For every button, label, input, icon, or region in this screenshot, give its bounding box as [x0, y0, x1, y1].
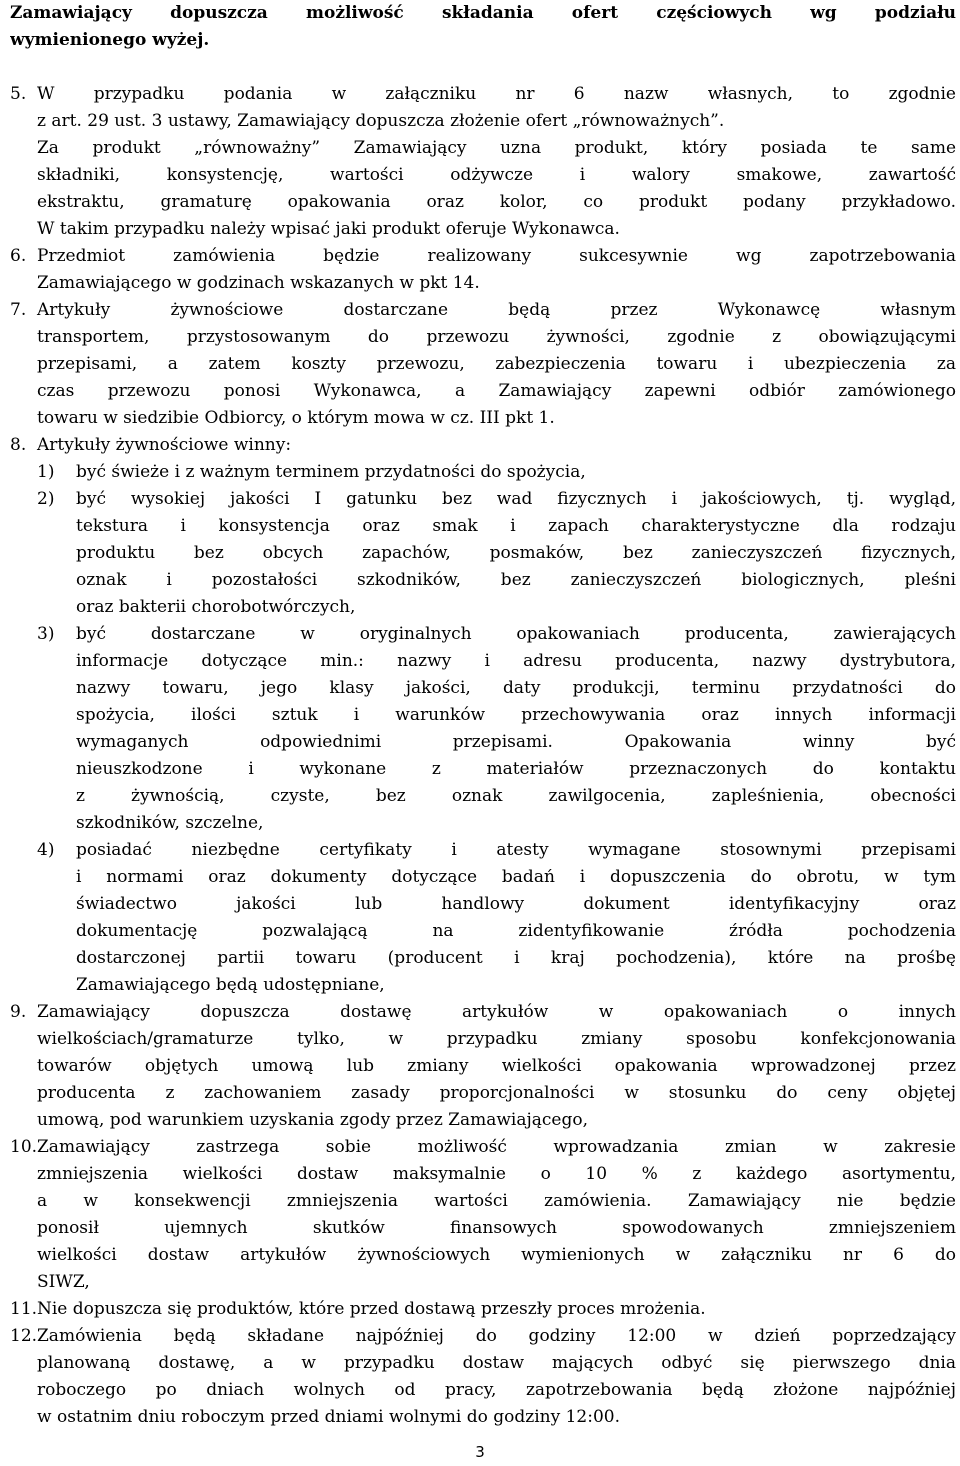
- line-text: Zamawiającego w godzinach wskazanych w pkt 14.: [37, 273, 480, 293]
- line-text: oraz bakterii chorobotwórczych,: [76, 597, 356, 617]
- text-line: [10, 0, 956, 27]
- text-line: [10, 675, 956, 702]
- text-line: [10, 486, 956, 513]
- line-text: być świeże i z ważnym terminem przydatności do spożycia,: [76, 462, 586, 482]
- text-line: [10, 1161, 956, 1188]
- list-number: 3): [37, 624, 55, 644]
- text-line: [10, 1269, 956, 1296]
- text-line: [10, 1026, 956, 1053]
- list-number: 1): [37, 462, 55, 482]
- line-text: nieuszkodzone i wykonane z materiałów przeznaczonych do kontaktu: [76, 759, 956, 779]
- list-number: 10.: [10, 1137, 38, 1157]
- line-text: Za produkt „równoważny” Zamawiający uzna produkt, który posiada te same: [37, 138, 956, 158]
- text-line: [10, 405, 956, 432]
- text-line: [10, 891, 956, 918]
- text-line: [10, 270, 956, 297]
- text-line: [10, 1080, 956, 1107]
- text-line: [10, 1107, 956, 1134]
- line-text: i normami oraz dokumenty dotyczące badań i dopuszczenia do obrotu, w tym: [76, 867, 956, 887]
- text-line: [10, 135, 956, 162]
- line-text: planowaną dostawę, a w przypadku dostaw mających odbyć się pierwszego dnia: [37, 1353, 956, 1373]
- list-number: 2): [37, 489, 55, 509]
- text-line: [10, 162, 956, 189]
- text-line: [10, 1350, 956, 1377]
- line-text: wielkości dostaw artykułów żywnościowych wymienionych w załączniku nr 6 do: [37, 1245, 956, 1265]
- text-line: [10, 27, 956, 54]
- text-line: [10, 513, 956, 540]
- line-text: być dostarczane w oryginalnych opakowaniach producenta, zawierających: [76, 624, 956, 644]
- line-text: producenta z zachowaniem zasady proporcjonalności w stosunku do ceny objętej: [37, 1083, 956, 1103]
- line-text: przepisami, a zatem koszty przewozu, zabezpieczenia towaru i ubezpieczenia za: [37, 354, 956, 374]
- text-line: [10, 972, 956, 999]
- text-line: [10, 459, 956, 486]
- line-text: z żywnością, czyste, bez oznak zawilgocenia, zapleśnienia, obecności: [76, 786, 956, 806]
- page-number: 3: [475, 1443, 485, 1461]
- line-text: wielkościach/gramaturze tylko, w przypadku zmiany sposobu konfekcjonowania: [37, 1029, 956, 1049]
- text-line: [10, 54, 956, 81]
- line-text: Zamówienia będą składane najpóźniej do godziny 12:00 w dzień poprzedzający: [37, 1326, 956, 1346]
- text-line: [10, 756, 956, 783]
- line-text: składniki, konsystencję, wartości odżywcze i walory smakowe, zawartość: [37, 165, 956, 185]
- line-text: oznak i pozostałości szkodników, bez zanieczyszczeń biologicznych, pleśni: [76, 570, 956, 590]
- line-text: spożycia, ilości sztuk i warunków przechowywania oraz innych informacji: [76, 705, 956, 725]
- text-line: [10, 729, 956, 756]
- text-line: [10, 540, 956, 567]
- line-text: Zamawiający dopuszcza możliwość składania ofert częściowych wg podziału: [10, 3, 956, 23]
- text-line: [10, 1242, 956, 1269]
- list-number: 6.: [10, 246, 27, 266]
- list-number: 8.: [10, 435, 27, 455]
- line-text: umową, pod warunkiem uzyskania zgody przez Zamawiającego,: [37, 1110, 589, 1130]
- line-text: ponosił ujemnych skutków finansowych spowodowanych zmniejszeniem: [37, 1218, 956, 1238]
- list-number: 5.: [10, 84, 27, 104]
- text-line: [10, 783, 956, 810]
- line-text: informacje dotyczące min.: nazwy i adresu producenta, nazwy dystrybutora,: [76, 651, 956, 671]
- line-text: transportem, przystosowanym do przewozu żywności, zgodnie z obowiązującymi: [37, 327, 956, 347]
- line-text: Artykuły żywnościowe winny:: [37, 435, 292, 455]
- line-text: W takim przypadku należy wpisać jaki produkt oferuje Wykonawca.: [37, 219, 620, 239]
- text-line: [10, 432, 956, 459]
- text-line: [10, 810, 956, 837]
- line-text: towaru w siedzibie Odbiorcy, o którym mowa w cz. III pkt 1.: [37, 408, 555, 428]
- text-line: [10, 702, 956, 729]
- text-line: [10, 1296, 956, 1323]
- line-text: Zamawiający dopuszcza dostawę artykułów w opakowaniach o innych: [37, 1002, 956, 1022]
- text-line: [10, 243, 956, 270]
- text-line: [10, 837, 956, 864]
- line-text: zmniejszenia wielkości dostaw maksymalnie o 10 % z każdego asortymentu,: [37, 1164, 956, 1184]
- line-text: roboczego po dniach wolnych od pracy, zapotrzebowania będą złożone najpóźniej: [37, 1380, 956, 1400]
- text-line: [10, 189, 956, 216]
- text-line: [10, 945, 956, 972]
- list-number: 12.: [10, 1326, 38, 1346]
- line-text: być wysokiej jakości I gatunku bez wad fizycznych i jakościowych, tj. wygląd,: [76, 489, 956, 509]
- line-text: produktu bez obcych zapachów, posmaków, bez zanieczyszczeń fizycznych,: [76, 543, 956, 563]
- line-text: z art. 29 ust. 3 ustawy, Zamawiający dopuszcza złożenie ofert „równoważnych”.: [37, 111, 725, 131]
- text-line: [10, 297, 956, 324]
- line-text: dokumentację pozwalającą na zidentyfikowanie źródła pochodzenia: [76, 921, 956, 941]
- text-line: [10, 999, 956, 1026]
- line-text: ekstraktu, gramaturę opakowania oraz kolor, co produkt podany przykładowo.: [37, 192, 956, 212]
- line-text: w ostatnim dniu roboczym przed dniami wolnymi do godziny 12:00.: [37, 1407, 621, 1427]
- line-text: świadectwo jakości lub handlowy dokument identyfikacyjny oraz: [76, 894, 956, 914]
- list-number: 9.: [10, 1002, 27, 1022]
- text-line: [10, 81, 956, 108]
- text-line: [10, 108, 956, 135]
- text-line: [10, 567, 956, 594]
- text-line: [10, 1377, 956, 1404]
- line-text: tekstura i konsystencja oraz smak i zapach charakterystyczne dla rodzaju: [76, 516, 956, 536]
- line-text: wymaganych odpowiednimi przepisami. Opakowania winny być: [76, 732, 956, 752]
- line-text: dostarczonej partii towaru (producent i kraj pochodzenia), które na prośbę: [76, 948, 956, 968]
- line-text: Przedmiot zamówienia będzie realizowany sukcesywnie wg zapotrzebowania: [37, 246, 956, 266]
- text-line: [10, 351, 956, 378]
- line-text: a w konsekwencji zmniejszenia wartości zamówienia. Zamawiający nie będzie: [37, 1191, 956, 1211]
- line-text: towarów objętych umową lub zmiany wielkości opakowania wprowadzonej przez: [37, 1056, 956, 1076]
- text-line: [10, 648, 956, 675]
- text-line: [10, 378, 956, 405]
- line-text: nazwy towaru, jego klasy jakości, daty produkcji, terminu przydatności do: [76, 678, 956, 698]
- line-text: czas przewozu ponosi Wykonawca, a Zamawiający zapewni odbiór zamówionego: [37, 381, 956, 401]
- list-number: 4): [37, 840, 55, 860]
- list-number: 7.: [10, 300, 27, 320]
- text-line: [10, 1053, 956, 1080]
- text-line: [10, 918, 956, 945]
- text-line: [10, 1323, 956, 1350]
- text-line: [10, 324, 956, 351]
- line-text: wymienionego wyżej.: [10, 30, 210, 50]
- line-text: Nie dopuszcza się produktów, które przed dostawą przeszły proces mrożenia.: [37, 1299, 706, 1319]
- line-text: W przypadku podania w załączniku nr 6 nazw własnych, to zgodnie: [37, 84, 956, 104]
- text-line: [10, 216, 956, 243]
- text-line: [10, 594, 956, 621]
- line-text: Artykuły żywnościowe dostarczane będą przez Wykonawcę własnym: [37, 300, 956, 320]
- text-line: [10, 1215, 956, 1242]
- text-line: [10, 864, 956, 891]
- list-number: 11.: [10, 1299, 38, 1319]
- text-line: [10, 1188, 956, 1215]
- line-text: szkodników, szczelne,: [76, 813, 264, 833]
- line-text: Zamawiającego będą udostępniane,: [76, 975, 385, 995]
- text-line: [10, 1404, 956, 1431]
- text-line: [10, 1134, 956, 1161]
- text-line: [10, 621, 956, 648]
- line-text: Zamawiający zastrzega sobie możliwość wprowadzania zmian w zakresie: [37, 1137, 956, 1157]
- line-text: SIWZ,: [37, 1272, 90, 1292]
- line-text: posiadać niezbędne certyfikaty i atesty wymagane stosownymi przepisami: [76, 840, 956, 860]
